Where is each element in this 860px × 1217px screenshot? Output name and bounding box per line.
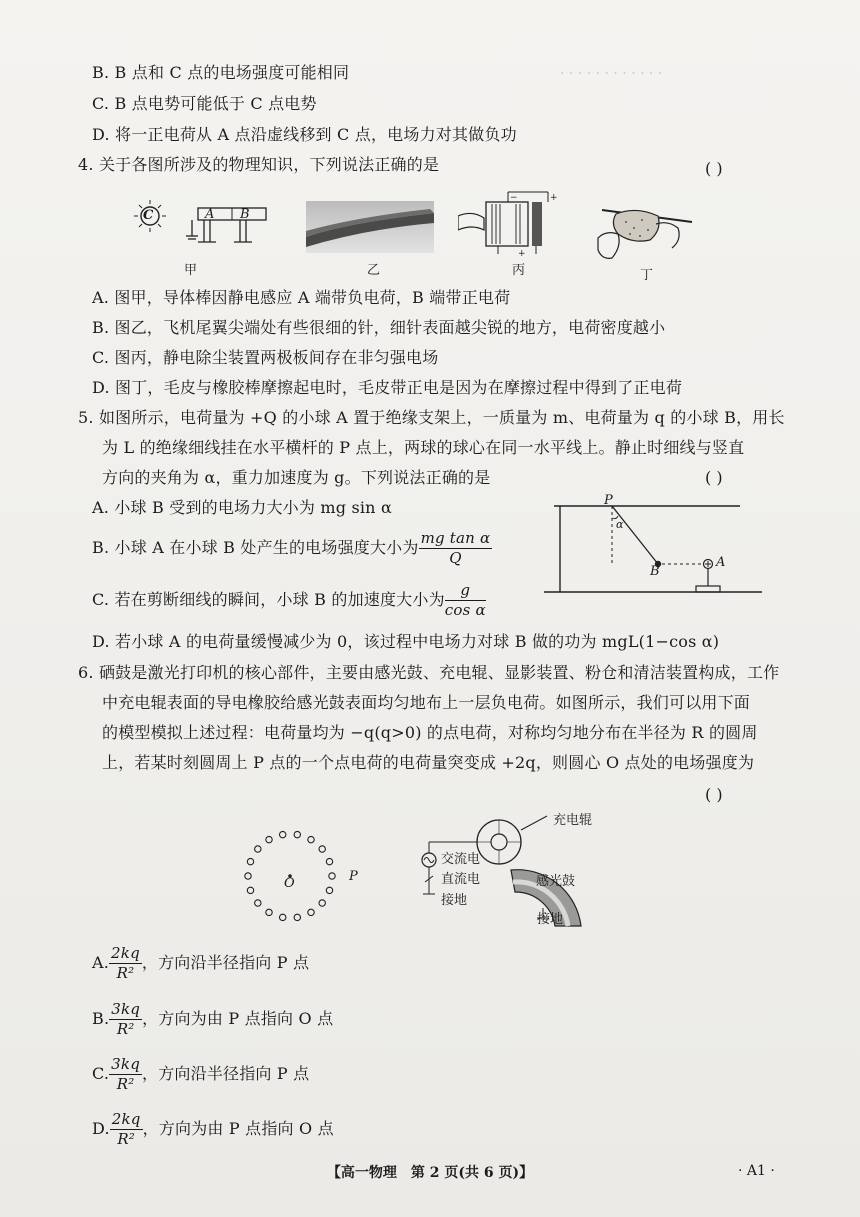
q5-option-b-numerator: mg tan α	[420, 529, 491, 547]
q5-option-b-denominator: Q	[449, 549, 462, 567]
q5-option-b-fraction	[419, 531, 493, 566]
q6-label-drum: 感光鼓	[536, 874, 576, 889]
q5-stem-line2: 为 L 的绝缘细线挂在水平横杆的 P 点上，两球的球心在同一水平线上。静止时细线与竖直	[102, 438, 745, 457]
q6-option-b-numerator: 3kq	[111, 1000, 141, 1018]
q4-figure-bing-precipitator	[458, 188, 568, 258]
q6-label-ground-right: 接地	[537, 912, 564, 927]
paper-code: · A1 ·	[738, 1163, 775, 1179]
q6-option-b-fraction	[109, 1002, 142, 1037]
point-charge	[255, 846, 261, 852]
q4-option-b: B. 图乙，飞机尾翼尖端处有些很细的针，细针表面越尖锐的地方，电荷密度越小	[92, 318, 666, 337]
point-charge	[326, 887, 332, 893]
q5-stem-line1: 5. 如图所示，电荷量为 +Q 的小球 A 置于绝缘支架上，一质量为 m、电荷量为 q 的小球 B，用长	[78, 408, 785, 427]
point-charge	[294, 831, 300, 837]
q4-option-c: C. 图丙，静电除尘装置两极板间存在非匀强电场	[92, 348, 439, 367]
q5-fig-label-p: P	[604, 493, 613, 508]
q4-jia-label-b: B	[240, 207, 250, 222]
point-charge	[319, 846, 325, 852]
q6-option-d-text: ，方向为由 P 点指向 O 点	[142, 1119, 334, 1138]
q5-option-a: A. 小球 B 受到的电场力大小为 mg sin α	[92, 498, 392, 517]
q4-fig-label-ding: 丁	[640, 268, 654, 283]
q6-option-a-numerator: 2kq	[111, 944, 140, 962]
q5-fig-label-b: B	[650, 564, 660, 579]
page-footer: 【高一物理 第 2 页(共 6 页)】	[326, 1165, 534, 1181]
point-charge	[308, 836, 314, 842]
svg-text:−: −	[510, 193, 518, 203]
q6-option-d-denominator: R²	[117, 1130, 136, 1148]
q4-answer-paren: ( )	[705, 159, 723, 178]
point-charge	[245, 873, 251, 879]
q6-option-a-text: ，方向沿半径指向 P 点	[141, 953, 310, 972]
svg-text:+: +	[550, 193, 558, 203]
q4-stem: 4. 关于各图所涉及的物理知识，下列说法正确的是	[78, 155, 440, 174]
q6-label-charge-roller: 充电辊	[553, 813, 593, 828]
svg-text:+: +	[518, 249, 526, 258]
q6-option-d-fraction	[110, 1112, 143, 1147]
q4-option-d: D. 图丁，毛皮与橡胶棒摩擦起电时，毛皮带正电是因为在摩擦过程中得到了正电荷	[92, 378, 683, 397]
point-charge	[326, 858, 332, 864]
q6-option-d	[92, 1112, 334, 1147]
q5-fig-label-a: A	[716, 555, 726, 570]
q6-option-c-denominator: R²	[116, 1075, 135, 1093]
q6-option-c-fraction	[109, 1057, 142, 1092]
q6-stem-line4: 上，若某时刻圆周上 P 点的一个点电荷的电荷量突变成 +2q，则圆心 O 点处的电场强度为	[102, 753, 755, 772]
q6-label-dc: 直流电	[441, 872, 481, 887]
q6-option-b-text: ，方向为由 P 点指向 O 点	[142, 1009, 334, 1028]
point-charge	[266, 836, 272, 842]
point-charge	[280, 831, 286, 837]
q5-stem-line3: 方向的夹角为 α，重力加速度为 g。下列说法正确的是	[102, 468, 491, 487]
q6-answer-paren: ( )	[705, 785, 723, 804]
q6-label-ac: 交流电	[441, 852, 481, 867]
q5-option-b-text: B. 小球 A 在小球 B 处产生的电场强度大小为	[92, 538, 419, 557]
q5-fig-label-alpha: α	[616, 518, 624, 531]
q5-option-c-numerator: g	[445, 583, 486, 601]
point-charge	[247, 858, 253, 864]
q4-option-a: A. 图甲，导体棒因静电感应 A 端带负电荷，B 端带正电荷	[92, 288, 511, 307]
q6-fig-label-p: P	[349, 869, 358, 884]
point-charge	[247, 887, 253, 893]
q6-option-c	[92, 1057, 309, 1092]
q6-option-b-letter: B.	[92, 1009, 110, 1028]
q6-option-c-text: ，方向沿半径指向 P 点	[142, 1064, 310, 1083]
q3-option-b: B. B 点和 C 点的电场强度可能相同	[92, 63, 350, 82]
q6-option-d-numerator: 2kq	[111, 1110, 141, 1128]
point-charge	[308, 909, 314, 915]
point-charge	[280, 914, 286, 920]
q5-option-c-text: C. 若在剪断细线的瞬间，小球 B 的加速度大小为	[92, 590, 445, 609]
q6-stem-line1: 6. 硒鼓是激光打印机的核心部件，主要由感光鼓、充电辊、显影装置、粉仓和清洁装置构成，工作	[78, 663, 780, 682]
q4-jia-label-a: A	[205, 207, 215, 222]
bleed-through-text: · · · · · · · · · · · ·	[560, 66, 663, 82]
q4-fig-label-yi: 乙	[367, 263, 381, 278]
q4-jia-label-c: C	[143, 208, 154, 223]
point-charge	[294, 914, 300, 920]
q5-option-d: D. 若小球 A 的电荷量缓慢减少为 0，该过程中电场力对球 B 做的功为 mgL(1−cos α)	[92, 632, 720, 651]
q6-stem-line2: 中充电辊表面的导电橡胶给感光鼓表面均匀地布上一层负电荷。如图所示，我们可以用下面	[102, 693, 751, 712]
q5-option-c-denominator: cos α	[444, 601, 486, 619]
q3-option-d: D. 将一正电荷从 A 点沿虚线移到 C 点，电场力对其做负功	[92, 125, 517, 144]
q6-option-a-denominator: R²	[116, 964, 135, 982]
q6-option-c-numerator: 3kq	[111, 1055, 141, 1073]
point-charge	[255, 900, 261, 906]
q6-figure-drum-diagram	[415, 808, 625, 932]
q6-option-b	[92, 1002, 333, 1037]
q3-option-c: C. B 点电势可能低于 C 点电势	[92, 94, 317, 113]
q5-figure-pendulum	[540, 494, 766, 602]
q5-option-c-fraction	[445, 583, 486, 618]
q4-fig-label-jia: 甲	[184, 263, 198, 278]
q6-option-d-letter: D.	[92, 1119, 110, 1138]
q6-option-b-denominator: R²	[116, 1020, 135, 1038]
q5-option-b	[92, 531, 492, 566]
point-charge	[329, 873, 335, 879]
q6-option-a	[92, 946, 309, 981]
point-charge	[319, 900, 325, 906]
point-charge	[266, 909, 272, 915]
q4-figure-jia	[128, 196, 278, 256]
q4-fig-label-bing: 丙	[512, 263, 526, 278]
q5-option-c	[92, 583, 486, 618]
q6-fig-label-o: O	[284, 876, 295, 891]
q4-figure-yi-wing-photo	[306, 201, 434, 253]
q6-option-c-letter: C.	[92, 1064, 110, 1083]
q6-label-ground-left: 接地	[441, 893, 468, 908]
q4-figure-ding-fur-rod	[596, 200, 696, 266]
q5-answer-paren: ( )	[705, 468, 723, 487]
q6-stem-line3: 的模型模拟上述过程：电荷量均为 −q(q>0) 的点电荷，对称均匀地分布在半径为 R 的圆周	[102, 723, 758, 742]
q6-option-a-fraction	[109, 946, 142, 981]
q6-option-a-letter: A.	[92, 953, 110, 972]
